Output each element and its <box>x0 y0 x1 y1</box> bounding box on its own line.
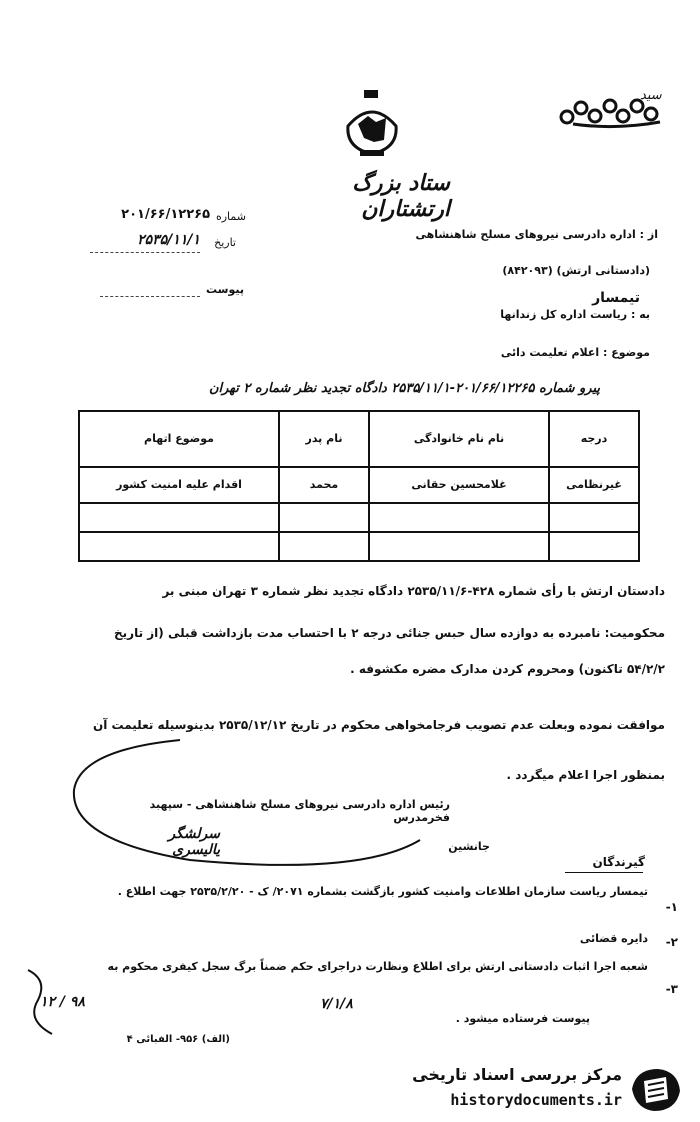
deputy-label: جانشین <box>448 840 490 853</box>
watermark-title: مرکز بررسی اسناد تاریخی <box>412 1065 622 1084</box>
body-line-5: بمنظور اجرا اعلام میگردد . <box>506 768 665 782</box>
table-cell-rank: غیرنظامی <box>549 467 639 503</box>
recipients-heading: گیرندگان <box>592 855 645 869</box>
footer-code: (الف) ۹۵۶- الفبائی ۴ <box>126 1034 230 1045</box>
signature-title: رئیس اداره دادرسی نیروهای مسلح شاهنشاهی - سپهبد فخرمدرس <box>149 798 450 824</box>
reference-line: پیرو شماره ۲۰۱/۶۶/۱۲۲۶۵-۲۵۳۵/۱۱/۱ دادگاه تجدید نظر شماره ۲ تهران <box>208 381 600 396</box>
classification-label: تیمسار <box>592 290 640 306</box>
table-empty-row <box>79 532 639 561</box>
number-label: شماره <box>215 210 246 223</box>
table-cell-name: غلامحسین حقانی <box>369 467 549 503</box>
table-row <box>79 467 639 503</box>
from-sub-line: (دادستانی ارتش) (۸۴۲۰۹۳) <box>502 264 650 277</box>
margin-scribble <box>18 960 68 1040</box>
archive-logo-icon <box>626 1063 684 1115</box>
table-header-row <box>79 411 639 467</box>
attachment-note: پیوست فرستاده میشود . <box>455 1012 590 1025</box>
defendant-table <box>78 410 640 562</box>
recipient-item: شعبه اجرا اثبات دادستانی ارتش برای اطلاع ونظارت دراجرای حکم ضمناً برگ سجل کیفری محکوم به <box>107 960 648 973</box>
watermark-url[interactable]: historydocuments.ir <box>450 1091 622 1109</box>
table-cell-charge: اقدام علیه امنیت کشور <box>79 467 279 503</box>
table-header-father: نام پدر <box>279 411 369 467</box>
org-title: ستاد بزرگ ارتشتاران <box>352 170 450 222</box>
recipient-item: تیمسار ریاست سازمان اطلاعات وامنیت کشور بازگشت بشماره ۲۰۷۱/ ک - ۲۵۳۵/۲/۲۰ جهت اطلاع . <box>117 885 648 898</box>
handwritten-top-right: سید <box>640 88 662 103</box>
body-line-2: محکومیت: نامبرده به دوازده سال حبس جنائی درجه ۲ با احتساب مدت بازداشت قبلی (از تاریخ <box>114 626 665 640</box>
body-line-1: دادستان ارتش با رأی شماره ۴۲۸-۲۵۳۵/۱۱/۶ دادگاه تجدید نظر شماره ۳ تهران مبنی بر <box>162 584 665 598</box>
table-cell-father: محمد <box>279 467 369 503</box>
recipient-number: ۲- <box>665 935 678 949</box>
handwritten-bottom-center: ۷/۱/۸ <box>320 996 353 1012</box>
body-line-4: موافقت نموده وبعلت عدم تصویب فرجامخواهی محکوم در تاریخ ۲۵۳۵/۱۲/۱۲ بدینوسیله تعلیمت آن <box>93 718 665 732</box>
table-header-rank: درجه <box>549 411 639 467</box>
table-empty-row <box>79 503 639 532</box>
recipient-number: ۱- <box>665 900 678 914</box>
date-value: ۲۵۳۵/۱۱/۱ <box>137 232 200 248</box>
handwritten-bottom-left: ۱۲ / ۹۸ <box>40 994 85 1010</box>
recipients-underline <box>565 872 643 873</box>
table-header-charge: موضوع اتهام <box>79 411 279 467</box>
recipient-number: ۳- <box>665 982 678 996</box>
from-line: از : اداره دادرسی نیروهای مسلح شاهنشاهی <box>415 228 658 241</box>
number-value: ۲۰۱/۶۶/۱۲۲۶۵ <box>121 207 210 222</box>
attachment-underline <box>100 296 200 297</box>
date-label: تاریخ <box>214 236 236 249</box>
subject-line: موضوع : اعلام تعلیمت دائی <box>500 346 650 359</box>
handwritten-signature: سرلشگر یالیسری <box>168 826 220 858</box>
lion-and-sun-emblem-icon <box>338 88 406 160</box>
date-underline <box>90 252 200 253</box>
to-line: به : ریاست اداره کل زندانها <box>500 308 650 321</box>
table-header-name: نام نام خانوادگی <box>369 411 549 467</box>
attachment-label: پیوست <box>206 283 244 296</box>
recipient-item: دایره قضائی <box>579 932 648 945</box>
body-line-3: ۵۴/۲/۲ تاکنون) ومحروم کردن مدارک مضره مکشوفه . <box>350 662 665 676</box>
